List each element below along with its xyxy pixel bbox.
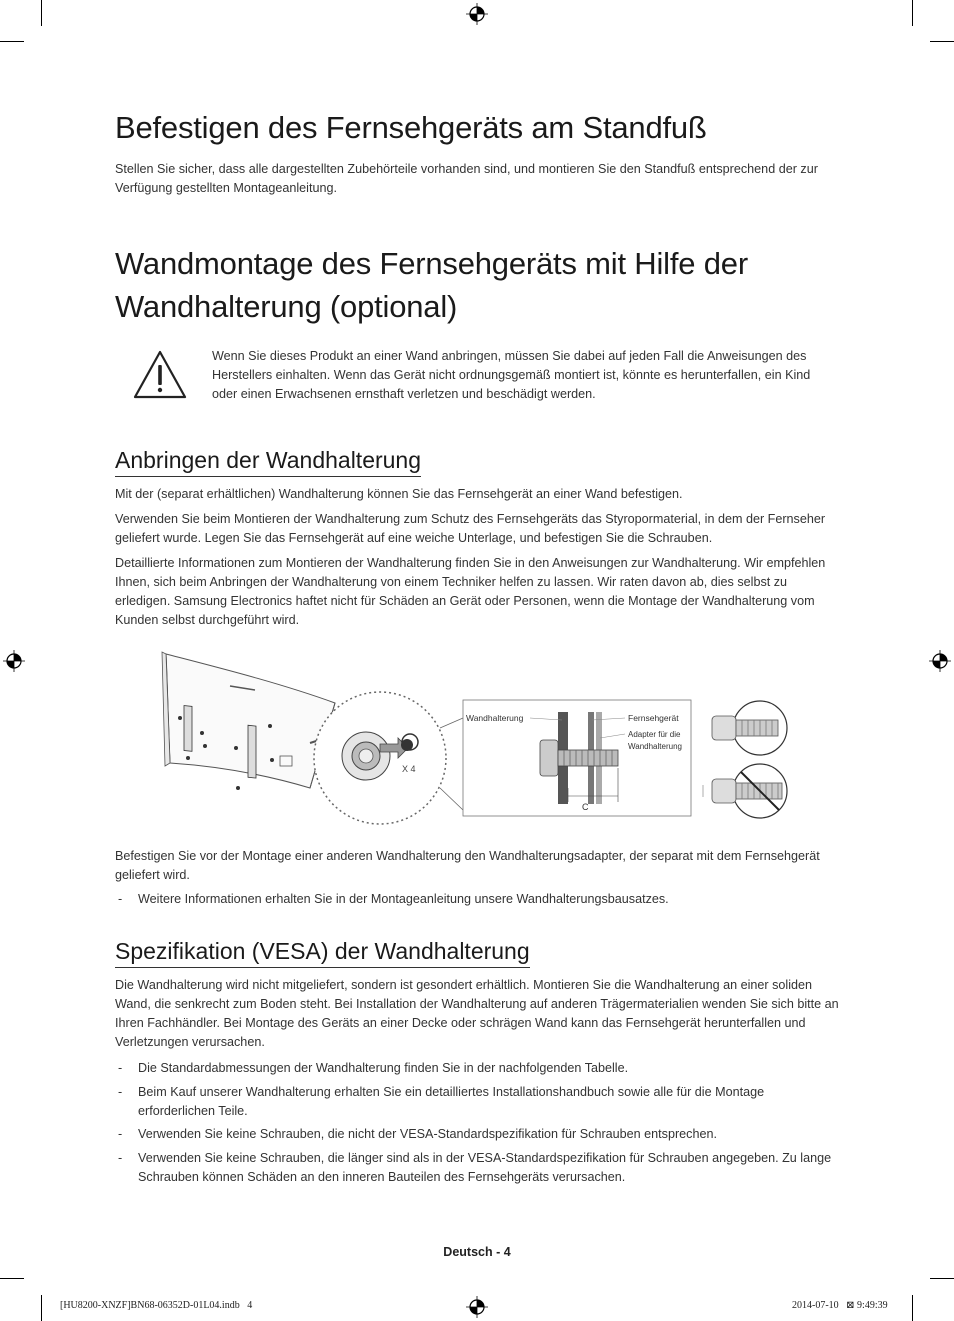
mounting-paragraph-2: Verwenden Sie beim Montieren der Wandhalterung zum Schutz des Fernsehgeräts das Styropormaterial, in dem der Fernseher geliefert wurde. Legen Sie das Fernsehgerät auf eine weiche Unterlage, und befestigen Sie die Schrauben. <box>115 512 826 545</box>
file-info: [HU8200-XNZF]BN68-06352D-01L04.indb 4 <box>60 1300 253 1311</box>
registration-mark-icon <box>929 650 951 672</box>
correct-screw-icon <box>712 701 787 755</box>
label-fernsehgeraet: Fernsehgerät <box>628 713 679 723</box>
bullet-text: Die Standardabmessungen der Wandhalterung finden Sie in der nachfolgenden Tabelle. <box>138 1061 629 1075</box>
list-item <box>118 1083 838 1121</box>
prohibited-screw-icon <box>703 764 787 818</box>
registration-mark-icon <box>466 3 488 25</box>
print-date: 2014-07-10 ⊠ 9:49:39 <box>792 1300 888 1311</box>
bullet-text: Verwenden Sie keine Schrauben, die länger sind als in der VESA-Standardspezifikation für Schrauben angegeben. Zu lange Schrauben können Schäden an den inneren Bauteilen des Fernsehgeräts verursachen. <box>138 1151 832 1184</box>
zoom-detail-drawing <box>314 692 463 824</box>
stand-paragraph: Stellen Sie sicher, dass alle dargestellten Zubehörteile vorhanden sind, und montieren Sie den Standfuß entsprechend der zur Verfügung gestellten Montageanleitung. <box>115 162 818 195</box>
mounting-paragraph-1: Mit der (separat erhältlichen) Wandhalterung können Sie das Fernsehgerät an einer Wand befestigen. <box>115 487 683 501</box>
wall-mount-illustration <box>160 648 820 838</box>
tv-back-drawing <box>162 652 335 790</box>
label-adapter-2: Wandhalterung <box>628 742 682 751</box>
bullet-text: Verwenden Sie keine Schrauben, die nicht der VESA-Standardspezifikation für Schrauben entsprechen. <box>138 1127 717 1141</box>
crop-mark <box>912 1295 913 1321</box>
list-item <box>118 1149 838 1187</box>
label-adapter-1: Adapter für die <box>628 730 681 739</box>
section-title-wallmount-line2: Wandhalterung (optional) <box>115 289 458 324</box>
crop-mark <box>930 41 954 42</box>
crop-mark <box>0 1278 24 1279</box>
bullet-dash: - <box>118 1127 123 1141</box>
label-c: C <box>582 802 589 812</box>
vesa-paragraph: Die Wandhalterung wird nicht mitgeliefert, sondern ist gesondert erhältlich. Montieren Sie die Wandhalterung an einer soliden Wand, die senkrecht zum Boden steht. Bei Installation der Wandhalterung auf anderen Trägermaterialien wenden Sie sich bitte an Ihren Fachhändler. Bei Montage des Geräts an einer Decke oder schrägen Wand kann das Fernsehgerät herunterfallen und Verletzungen verursachen. <box>115 978 839 1049</box>
crop-mark <box>912 0 913 26</box>
list-item <box>118 1125 838 1144</box>
bullet-dash: - <box>118 1151 123 1165</box>
crop-mark <box>930 1278 954 1279</box>
registration-mark-icon <box>3 650 25 672</box>
label-wandhalterung: Wandhalterung <box>466 713 524 723</box>
warning-text: Wenn Sie dieses Produkt an einer Wand anbringen, müssen Sie dabei auf jeden Fall die Anweisungen des Herstellers einhalten. Wenn das Gerät nicht ordnungsgemäß montiert ist, könnte es herunterfallen, ein Kind oder einen Erwachsenen ernsthaft verletzen und beschädigt werden. <box>212 349 811 401</box>
bullet-text: Weitere Informationen erhalten Sie in der Montageanleitung unsere Wandhalterungsbausatzes. <box>138 892 669 906</box>
page-number: Deutsch - 4 <box>443 1245 511 1259</box>
section-title-vesa: Spezifikation (VESA) der Wandhalterung <box>115 938 530 968</box>
registration-mark-icon <box>466 1296 488 1318</box>
list-item <box>118 1059 838 1078</box>
adapter-paragraph: Befestigen Sie vor der Montage einer anderen Wandhalterung den Wandhalterungsadapter, der separat mit dem Fernsehgerät geliefert wird. <box>115 849 820 882</box>
bullet-dash: - <box>118 1085 123 1099</box>
section-title-wallmount-line1: Wandmontage des Fernsehgeräts mit Hilfe der <box>115 246 748 281</box>
section-title-mounting: Anbringen der Wandhalterung <box>115 447 421 477</box>
bullet-dash: - <box>118 892 123 906</box>
bullet-dash: - <box>118 1061 123 1075</box>
mounting-paragraph-3: Detaillierte Informationen zum Montieren der Wandhalterung finden Sie in den Anweisungen zur Wandhalterung. Wir empfehlen Ihnen, sich beim Anbringen der Wandhalterung von einem Techniker helfen zu lassen. Wir raten davon ab, dies selbst zu erledigen. Samsung Electronics haftet nicht für Schäden an Gerät oder Personen, wenn die Montage der Wandhalterung vom Kunden selbst durchgeführt wird. <box>115 556 826 627</box>
warning-icon <box>132 349 188 401</box>
crop-mark <box>0 41 24 42</box>
section-title-stand: Befestigen des Fernsehgeräts am Standfuß <box>115 110 707 145</box>
x4-label: X 4 <box>402 764 416 774</box>
crop-mark <box>41 0 42 26</box>
bullet-text: Beim Kauf unserer Wandhalterung erhalten Sie ein detailliertes Installationshandbuch sowie alle für die Montage erforderlichen Teile. <box>138 1085 765 1118</box>
list-item <box>118 890 838 909</box>
crop-mark <box>41 1295 42 1321</box>
